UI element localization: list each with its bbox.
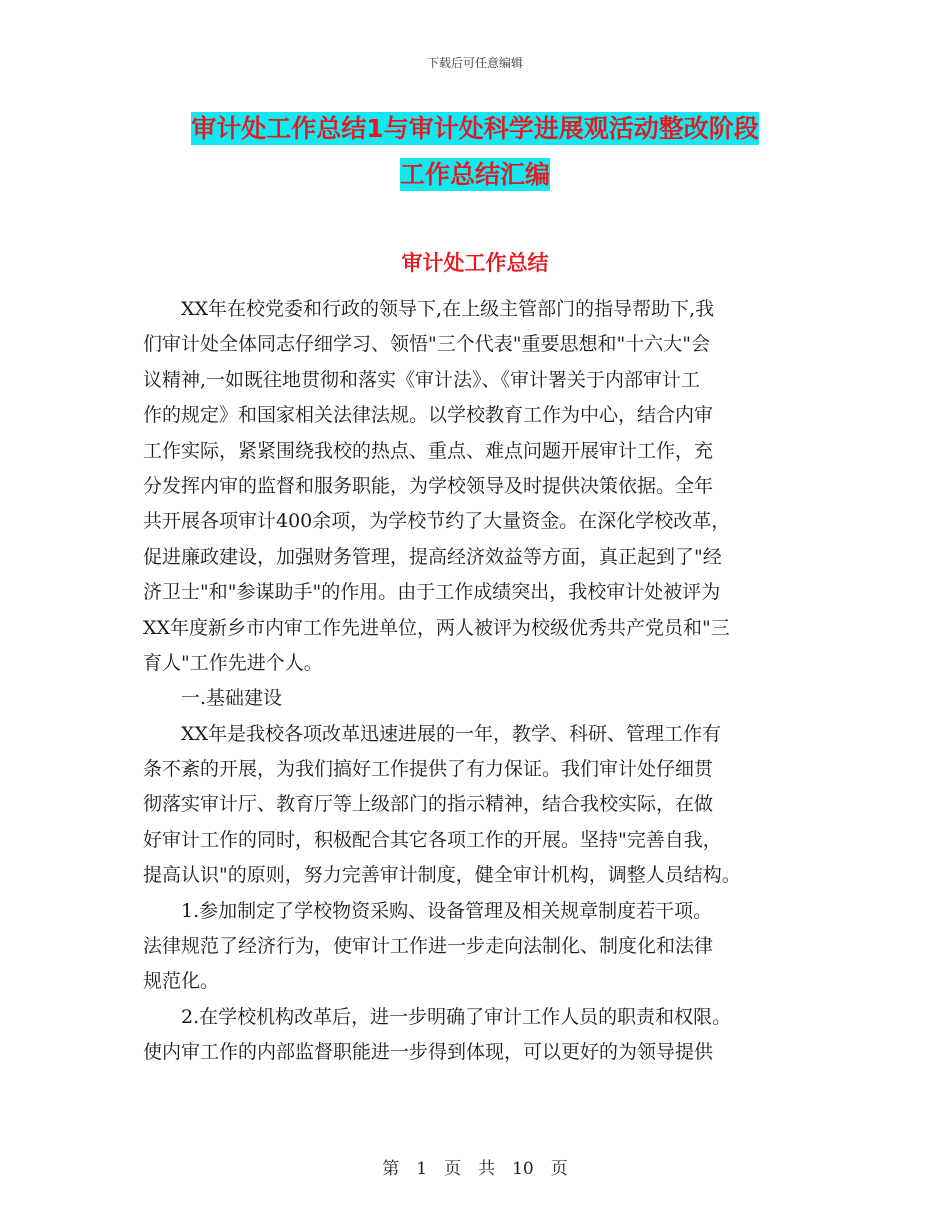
paragraph-line: 济卫士"和"参谋助手"的作用。由于工作成绩突出，我校审计处被评为 — [143, 581, 721, 604]
paragraph-line: 作的规定》和国家相关法律法规。以学校教育工作为中心，结合内审 — [143, 404, 714, 427]
paragraph-line: 使内审工作的内部监督职能进一步得到体现，可以更好的为领导提供 — [143, 1041, 714, 1064]
paragraph-line: 规范化。 — [143, 970, 220, 993]
paragraph-line: 工作实际，紧紧围绕我校的热点、重点、难点问题开展审计工作，充 — [143, 439, 714, 462]
paragraph-line: 2.在学校机构改革后，进一步明确了审计工作人员的职责和权限。 — [143, 1005, 732, 1028]
subheading-line: 一.基础建设 — [143, 687, 283, 710]
header-note: 下载后可任意编辑 — [426, 56, 523, 70]
paragraph-line: XX年是我校各项改革迅速进展的一年，教学、科研、管理工作有 — [143, 722, 722, 745]
paragraph-line: 法律规范了经济行为，使审计工作进一步走向法制化、制度化和法律 — [143, 935, 714, 958]
paragraph-line: 分发挥内审的监督和服务职能，为学校领导及时提供决策依据。全年 — [143, 474, 714, 497]
paragraph-line: 条不紊的开展，为我们搞好工作提供了有力保证。我们审计处仔细贯 — [143, 758, 714, 781]
paragraph-line: XX年度新乡市内审工作先进单位，两人被评为校级优秀共产党员和"三 — [143, 616, 730, 639]
body-text — [143, 292, 823, 1071]
paragraph-line: 1.参加制定了学校物资采购、设备管理及相关规章制度若干项。 — [143, 899, 713, 922]
paragraph-line: 议精神,一如既往地贯彻和落实《审计法》、《审计署关于内部审计工 — [143, 368, 701, 391]
paragraph-line: 共开展各项审计400余项，为学校节约了大量资金。在深化学校改革， — [143, 510, 731, 533]
title-line-2: 工作总结汇编 — [399, 160, 550, 189]
paragraph-line: 们审计处全体同志仔细学习、领悟"三个代表"重要思想和"十六大"会 — [143, 333, 710, 356]
section-title: 审计处工作总结 — [401, 251, 549, 275]
title-line-1: 审计处工作总结1与审计处科学进展观活动整改阶段 — [191, 114, 759, 143]
paragraph-line: 提高认识"的原则，努力完善审计制度，健全审计机构，调整人员结构。 — [143, 864, 741, 887]
paragraph-line: 育人"工作先进个人。 — [143, 651, 323, 674]
paragraph-line: 促进廉政建设，加强财务管理，提高经济效益等方面，真正起到了"经 — [143, 545, 722, 568]
page-footer: 第 1 页 共 10 页 — [382, 1159, 568, 1179]
paragraph-line: 好审计工作的同时，积极配合其它各项工作的开展。坚持"完善自我， — [143, 828, 722, 851]
document-title — [0, 106, 950, 198]
paragraph-line: 彻落实审计厅、教育厅等上级部门的指示精神，结合我校实际，在做 — [143, 793, 714, 816]
paragraph-line: XX年在校党委和行政的领导下,在上级主管部门的指导帮助下,我 — [143, 298, 715, 320]
